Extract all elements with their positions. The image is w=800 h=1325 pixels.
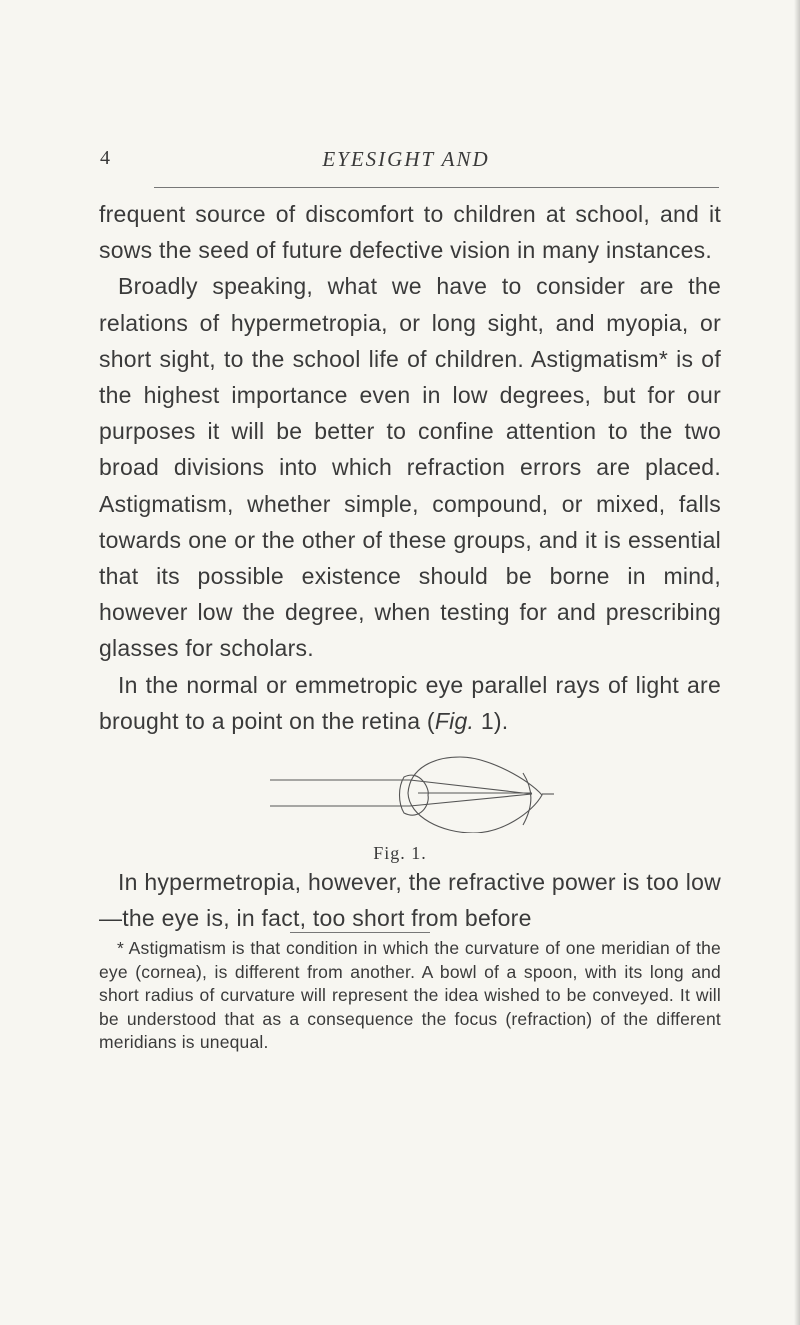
paragraph-1: frequent source of discomfort to children at school, and it sows the seed of future defective vision in many instances. [99, 201, 721, 264]
page-edge [794, 0, 800, 1325]
running-head [96, 147, 716, 177]
header-rule [154, 187, 719, 188]
paragraph-3-text: In the normal or emmetropic eye parallel rays of light are brought to a point on the retina ( [99, 671, 721, 734]
running-head-title: EYESIGHT AND [322, 147, 490, 171]
paragraph-3 [99, 667, 721, 739]
emmetropic-eye-diagram [270, 755, 565, 833]
retina-line [523, 773, 531, 825]
page-number: 4 [100, 147, 110, 169]
paragraph-4: In hypermetropia, however, the refractive power is too low—the eye is, in fact, too short from before [99, 869, 721, 932]
footnote [99, 937, 721, 1055]
continuation-text [99, 864, 721, 936]
footnote-text: * Astigmatism is that condition in which the curvature of one meridian of the eye (cornea), is different from another. A bowl of a spoon, with its long and short radius of curvature will represent the idea wished to be conveyed. It will be understood that as a consequence the focus (refraction) of the different meridians is unequal. [99, 938, 721, 1052]
figure-reference: Fig. [434, 707, 475, 734]
figure-1-diagram [270, 755, 565, 833]
body-text [99, 196, 721, 739]
footnote-rule [290, 932, 430, 933]
paragraph-2: Broadly speaking, what we have to consider are the relations of hypermetropia, or long sight, and myopia, or short sight, to the school life of children. Astigmatism* is of the highest importance even in low degrees, but for our purposes it will be better to confine attention to the two broad divisions into which refraction errors are placed. Astigmatism, whether simple, compound, or mixed, falls towards one or the other of these groups, and it is essential that its possible existence should be borne in mind, however low the degree, when testing for and prescribing glasses for scholars. [99, 273, 721, 662]
paragraph-3-end: 1). [474, 707, 509, 734]
figure-caption: Fig. 1. [373, 843, 427, 863]
